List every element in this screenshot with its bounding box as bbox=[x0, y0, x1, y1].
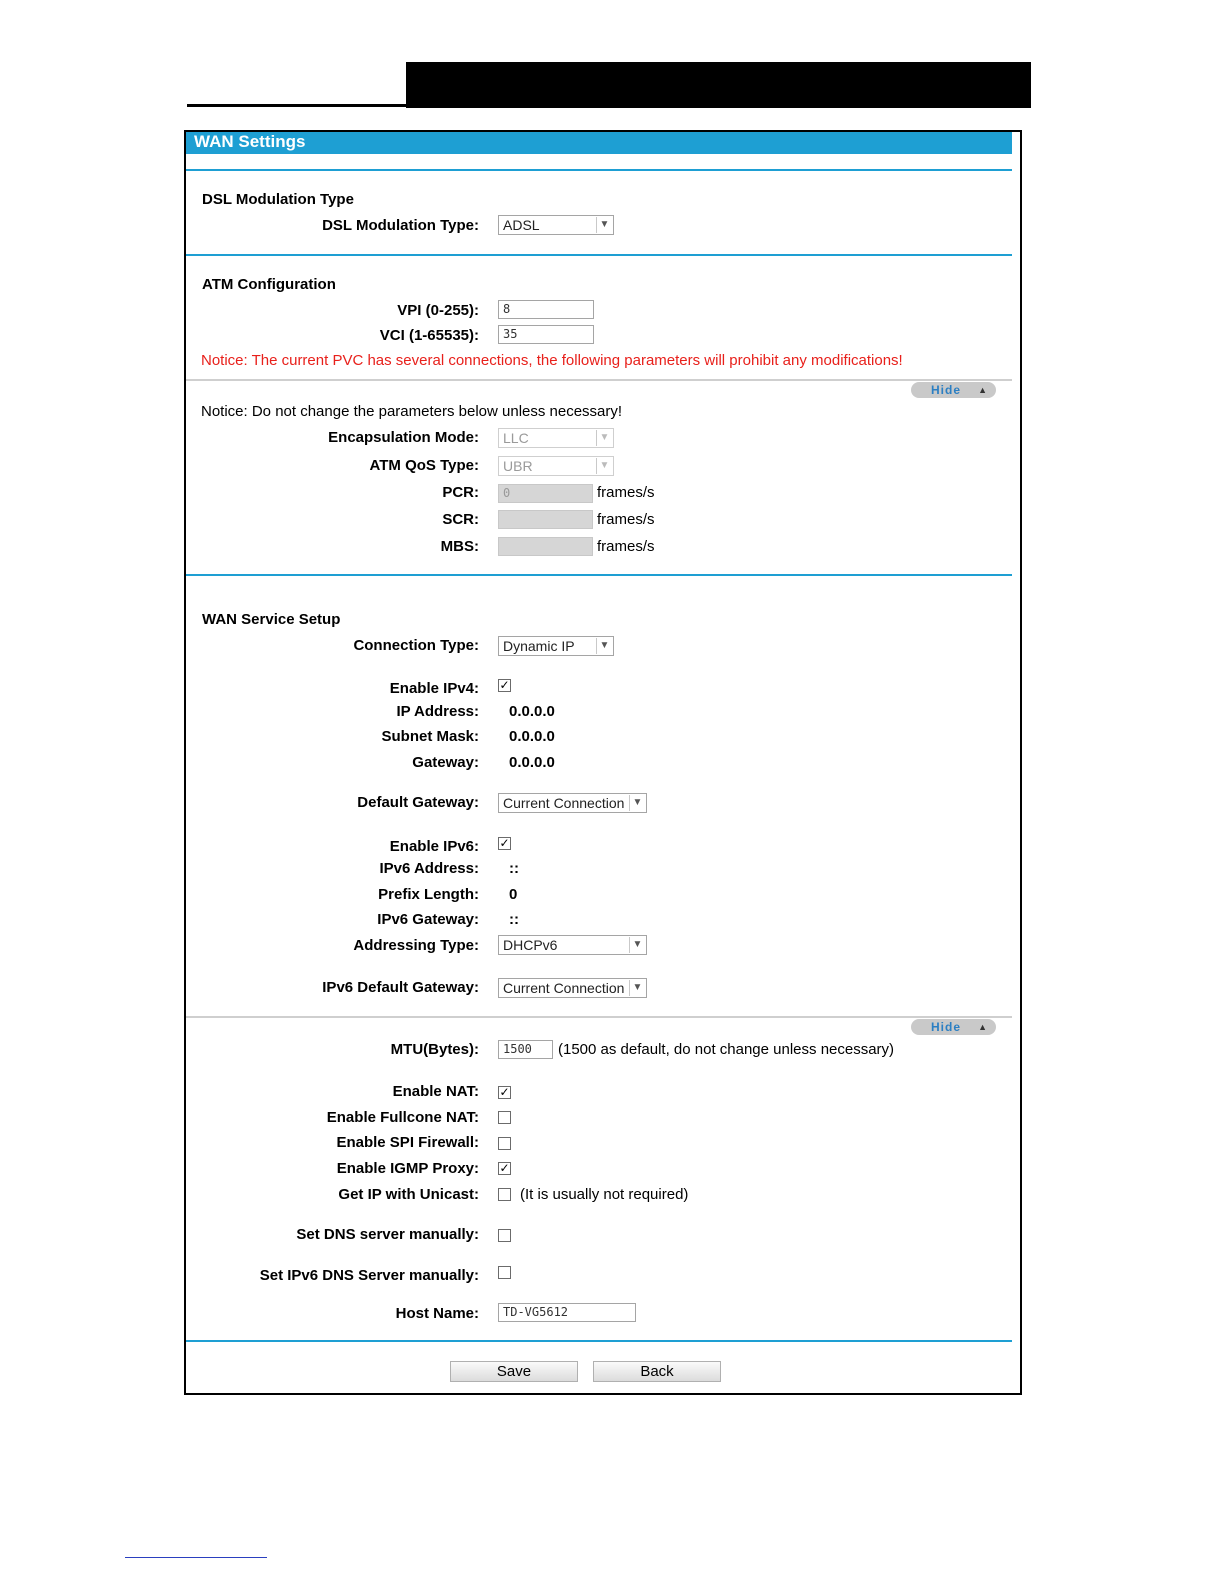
mtu-input[interactable]: 1500 bbox=[498, 1040, 553, 1059]
section-atm-title: ATM Configuration bbox=[202, 276, 336, 293]
set-ipv6-dns-manually-checkbox[interactable] bbox=[498, 1266, 511, 1279]
pcr-label: PCR: bbox=[442, 484, 479, 501]
default-gateway-label: Default Gateway: bbox=[357, 794, 479, 811]
mtu-hint: (1500 as default, do not change unless necessary) bbox=[558, 1041, 895, 1058]
connection-type-label: Connection Type: bbox=[353, 637, 479, 654]
chevron-down-icon: ▼ bbox=[596, 638, 612, 654]
ipv6-default-gateway-label: IPv6 Default Gateway: bbox=[322, 979, 479, 996]
set-dns-manually-label: Set DNS server manually: bbox=[296, 1226, 479, 1243]
enable-fullcone-nat-checkbox[interactable] bbox=[498, 1111, 511, 1124]
divider bbox=[186, 1016, 1012, 1018]
ipv6-gateway-label: IPv6 Gateway: bbox=[377, 911, 479, 928]
vpi-input[interactable]: 8 bbox=[498, 300, 594, 319]
screenshot-frame bbox=[184, 130, 1022, 1395]
enable-ipv4-label: Enable IPv4: bbox=[389, 680, 479, 697]
mtu-label: MTU(Bytes): bbox=[390, 1041, 479, 1058]
scr-unit: frames/s bbox=[597, 511, 655, 528]
addressing-type-label: Addressing Type: bbox=[353, 937, 479, 954]
prefix-length-value: 0 bbox=[509, 886, 518, 903]
unicast-hint: (It is usually not required) bbox=[520, 1186, 689, 1203]
qos-label: ATM QoS Type: bbox=[369, 457, 479, 474]
prefix-length-label: Prefix Length: bbox=[378, 886, 479, 903]
chevron-down-icon: ▼ bbox=[596, 458, 612, 474]
mbs-unit: frames/s bbox=[597, 538, 655, 555]
back-button[interactable]: Back bbox=[593, 1361, 721, 1382]
vpi-label: VPI (0-255): bbox=[397, 302, 479, 319]
set-dns-manually-checkbox[interactable] bbox=[498, 1229, 511, 1242]
dsl-type-select[interactable]: ADSL ▼ bbox=[498, 215, 614, 235]
enable-ipv4-checkbox[interactable]: ✓ bbox=[499, 678, 510, 692]
mbs-input[interactable] bbox=[498, 537, 593, 556]
page-header-rule bbox=[187, 104, 407, 107]
qos-select[interactable]: UBR ▼ bbox=[498, 456, 614, 476]
pcr-unit: frames/s bbox=[597, 484, 655, 501]
ip-address-label: IP Address: bbox=[396, 703, 479, 720]
pcr-input[interactable]: 0 bbox=[498, 484, 593, 503]
page-header-bar bbox=[406, 62, 1031, 108]
enable-ipv6-label: Enable IPv6: bbox=[389, 838, 479, 855]
subnet-mask-value: 0.0.0.0 bbox=[509, 728, 555, 745]
enable-ipv6-checkbox[interactable]: ✓ bbox=[499, 836, 510, 850]
footer-link-rule bbox=[125, 1557, 267, 1558]
enable-spi-firewall-label: Enable SPI Firewall: bbox=[336, 1134, 479, 1151]
host-name-input[interactable]: TD-VG5612 bbox=[498, 1303, 636, 1322]
addressing-type-select[interactable]: DHCPv6 ▼ bbox=[498, 935, 647, 955]
mbs-label: MBS: bbox=[440, 538, 479, 555]
hide-atm-params-button[interactable]: Hide ▲ bbox=[911, 382, 996, 398]
pvc-notice: Notice: The current PVC has several connections, the following parameters will prohibit any modifications! bbox=[201, 352, 903, 369]
host-name-label: Host Name: bbox=[395, 1305, 479, 1322]
enable-nat-label: Enable NAT: bbox=[392, 1083, 479, 1100]
enable-spi-firewall-checkbox[interactable] bbox=[498, 1137, 511, 1150]
get-ip-unicast-label: Get IP with Unicast: bbox=[338, 1186, 479, 1203]
chevron-down-icon: ▼ bbox=[596, 430, 612, 446]
chevron-down-icon: ▼ bbox=[629, 937, 645, 953]
subnet-mask-label: Subnet Mask: bbox=[381, 728, 479, 745]
enable-fullcone-nat-label: Enable Fullcone NAT: bbox=[326, 1109, 479, 1126]
scr-input[interactable] bbox=[498, 510, 593, 529]
divider bbox=[186, 379, 1012, 381]
ipv6-address-label: IPv6 Address: bbox=[379, 860, 479, 877]
chevron-down-icon: ▼ bbox=[629, 795, 645, 811]
divider bbox=[186, 169, 1012, 171]
get-ip-unicast-checkbox[interactable] bbox=[498, 1188, 511, 1201]
enable-igmp-proxy-label: Enable IGMP Proxy: bbox=[336, 1160, 479, 1177]
ipv6-gateway-value: :: bbox=[509, 911, 519, 928]
chevron-up-icon: ▲ bbox=[978, 1022, 988, 1032]
enable-igmp-proxy-checkbox[interactable]: ✓ bbox=[499, 1161, 510, 1175]
divider bbox=[186, 254, 1012, 256]
connection-type-select[interactable]: Dynamic IP ▼ bbox=[498, 636, 614, 656]
chevron-down-icon: ▼ bbox=[596, 217, 612, 233]
ip-address-value: 0.0.0.0 bbox=[509, 703, 555, 720]
encap-label: Encapsulation Mode: bbox=[328, 429, 479, 446]
chevron-down-icon: ▼ bbox=[629, 980, 645, 996]
param-notice: Notice: Do not change the parameters below unless necessary! bbox=[201, 403, 623, 420]
divider bbox=[186, 1340, 1012, 1342]
encap-select[interactable]: LLC ▼ bbox=[498, 428, 614, 448]
save-button[interactable]: Save bbox=[450, 1361, 578, 1382]
gateway-value: 0.0.0.0 bbox=[509, 754, 555, 771]
set-ipv6-dns-manually-label: Set IPv6 DNS Server manually: bbox=[259, 1267, 479, 1284]
section-wan-title: WAN Service Setup bbox=[202, 611, 341, 628]
ipv6-address-value: :: bbox=[509, 860, 519, 877]
vci-input[interactable]: 35 bbox=[498, 325, 594, 344]
page-title: WAN Settings bbox=[186, 132, 1012, 154]
vci-label: VCI (1-65535): bbox=[379, 327, 479, 344]
divider bbox=[186, 574, 1012, 576]
hide-advanced-button[interactable]: Hide ▲ bbox=[911, 1019, 996, 1035]
section-dsl-title: DSL Modulation Type bbox=[202, 191, 354, 208]
dsl-type-label: DSL Modulation Type: bbox=[322, 217, 479, 234]
default-gateway-select[interactable]: Current Connection ▼ bbox=[498, 793, 647, 813]
enable-nat-checkbox[interactable]: ✓ bbox=[499, 1085, 510, 1099]
chevron-up-icon: ▲ bbox=[978, 385, 988, 395]
scr-label: SCR: bbox=[442, 511, 479, 528]
gateway-label: Gateway: bbox=[412, 754, 479, 771]
ipv6-default-gateway-select[interactable]: Current Connection ▼ bbox=[498, 978, 647, 998]
